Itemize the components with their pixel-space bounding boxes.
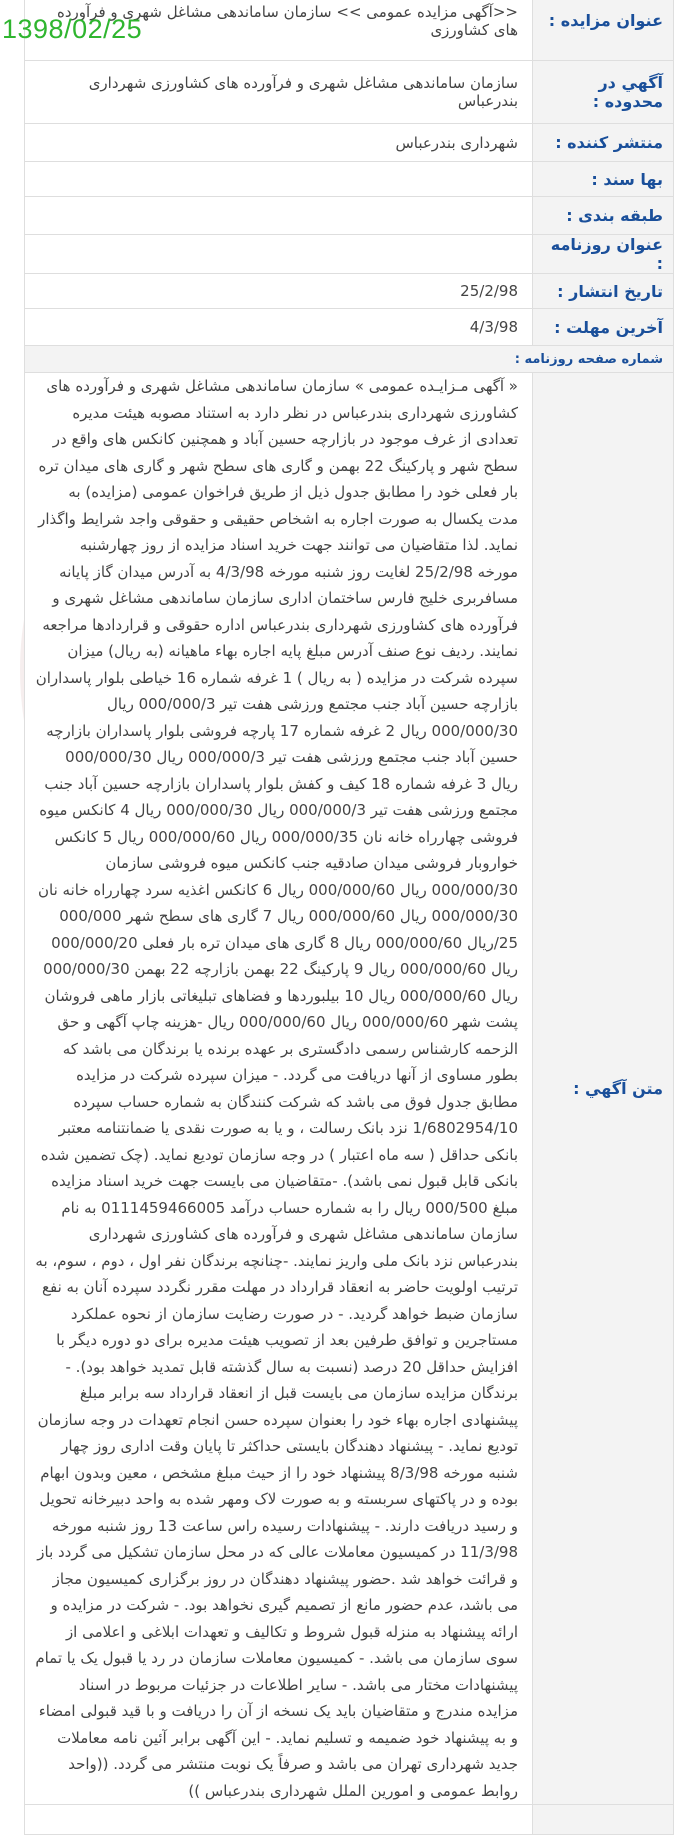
date-stamp: 1398/02/25 [2, 14, 143, 44]
row-deadline [25, 309, 674, 346]
newspaper-value [25, 235, 533, 274]
row-scope [25, 61, 674, 124]
deadline-label: آخرين مهلت : [533, 309, 674, 346]
newspaper-label: عنوان روزنامه : [533, 235, 674, 274]
row-ad-text [25, 373, 674, 1805]
auction-title-label: عنوان مزايده : [533, 0, 674, 61]
category-value [25, 197, 533, 235]
row-page-number [25, 346, 674, 373]
row-price [25, 162, 674, 197]
ad-text-label: متن آگهي : [533, 373, 674, 1805]
scope-value: سازمان ساماندهی مشاغل شهری و فرآورده های کشاورزی شهرداری بندرعباس [25, 61, 533, 124]
ad-details-table [24, 0, 674, 1835]
publish-date-label: تاريخ انتشار : [533, 274, 674, 309]
auction-title-value: <<آگهی مزایده عمومی >> سازمان ساماندهی مشاغل شهری و فرآورده های کشاورزی [25, 0, 533, 61]
footer-empty-value [25, 1805, 533, 1835]
page-number-label: شماره صفحه روزنامه : [25, 346, 674, 373]
row-category [25, 197, 674, 235]
row-newspaper [25, 235, 674, 274]
deadline-value: 4/3/98 [25, 309, 533, 346]
publish-date-value: 25/2/98 [25, 274, 533, 309]
row-publisher [25, 124, 674, 162]
category-label: طبقه بندی : [533, 197, 674, 235]
row-publish-date [25, 274, 674, 309]
price-value [25, 162, 533, 197]
ad-text-value: « آگهی مـزایـده عمومی » سازمان ساماندهی مشاغل شهری و فرآورده های کشاورزی شهرداری بندرعباس در نظر دارد به استناد مصوبه هیئت مدیره تعدادی از غرف موجود در بازارچه حسین آباد و همچنین کانکس های واقع در سطح شهر و پارکینگ 22 بهمن و گاری های سطح شهر و گاری های میدان تره بار فعلی خود را مطابق جدول ذیل از طریق فراخوان عمومی (مزایده) به مدت یکسال به صورت اجاره به اشخاص حقیقی و حقوقی واجد شرایط واگذار نماید. لذا متقاضیان می توانند جهت خرید اسناد مزایده از روز چهارشنبه مورخه 25/2/98 لغایت روز شنبه مورخه 4/3/98 به آدرس میدان گاز پایانه مسافربری خلیج فارس ساختمان اداری سازمان ساماندهی مشاغل شهری و فرآورده های کشاورزی شهرداری بندرعباس اداره حقوقی و قراردادها مراجعه نمایند. ردیف نوع صنف آدرس مبلغ پایه اجاره بهاء ماهیانه (به ریال) میزان سپرده شرکت در مزایده ( به ریال ) 1 غرفه شماره 16 خیاطی بلوار پاسداران بازارچه حسین آباد جنب مجتمع ورزشی هفت تیر 000/000/3 ریال 000/000/30 ریال 2 غرفه شماره 17 پارچه فروشی بلوار پاسداران بازارچه حسین آباد جنب مجتمع ورزشی هفت تیر 000/000/3 ریال 000/000/30 ریال 3 غرفه شماره 18 کیف و کفش بلوار پاسداران بازارچه حسین آباد جنب مجتمع ورزشی هفت تیر 000/000/3 ریال 000/000/30 ریال 4 کانکس میوه فروشی چهارراه خانه نان 000/000/35 ریال 000/000/60 ریال 5 کانکس خواروبار فروشی میدان صادقیه جنب کانکس میوه فروشی سازمان 000/000/30 ریال 000/000/60 ریال 6 کانکس اغذیه سرد چهارراه خانه نان 000/000/30 ریال 000/000/60 ریال 7 گاری های سطح شهر 000/000 25/ریال 000/000/60 ریال 8 گاری های میدان تره بار فعلی 000/000/20 ریال 000/000/60 ریال 9 پارکینگ 22 بهمن بازارچه 22 بهمن 000/000/30 ریال 000/000/60 ریال 10 بیلبوردها و فضاهای تبلیغاتی بازار ماهی فروشان پشت شهر 000/000/60 ریال 000/000/60 ریال -هزینه چاپ آگهی و حق الزحمه کارشناس رسمی دادگستری بر عهده برنده یا برندگان می باشد که بطور مساوی از آنها دریافت می گردد. - میزان سپرده شرکت در مزایده مطابق جدول فوق می باشد که شرکت کنندگان به شماره حساب سپرده 1/6802954/10 نزد بانک رسالت ، و یا به صورت نقدی یا ضمانتنامه معتبر بانکی حداقل ( سه ماه اعتبار ) در وجه سازمان تودیع نماید. (چک تضمین شده بانکی قابل قبول نمی باشد). -متقاضیان می بایست جهت خرید اسناد مزایده مبلغ 000/500 ریال را به شماره حساب درآمد 0111459466005 به نام سازمان ساماندهی مشاغل شهری و فرآورده های کشاورزی شهرداری بندرعباس نزد بانک ملی واریز نمایند. -چنانچه برندگان نفر اول ، دوم ، سوم، به ترتیب اولویت حاضر به انعقاد قرارداد در مهلت مقرر نگردد سپرده آنان به نفع سازمان ضبط خواهد گردید. - در صورت رضایت سازمان از نحوه عملکرد مستاجرین و توافق طرفین بعد از تصویب هیئت مدیره برای دو دوره دیگر با افزایش حداقل 20 درصد (نسبت به سال گذشته قابل تمدید خواهد بود). - برندگان مزایده سازمان می بایست قبل از انعقاد قرارداد سه برابر مبلغ پیشنهادی اجاره بهاء خود را بعنوان سپرده حسن انجام تعهدات در وجه سازمان تودیع نماید. - پیشنهاد دهندگان بایستی حداکثر تا پایان وقت اداری روز چهار شنبه مورخه 8/3/98 پیشنهاد خود را از حیث مبلغ مشخص ، معین وبدون ابهام بوده و در پاکتهای سربسته و به صورت لاک ومهر شده به واحد دبیرخانه تحویل و رسید دریافت دارند. - پیشنهادات رسیده راس ساعت 13 روز شنبه مورخه 11/3/98 در کمیسیون معاملات عالی که در محل سازمان تشکیل می گردد باز و قرائت خواهد شد .حضور پیشنهاد دهندگان در روز برگزاری کمیسیون مجاز می باشد، عدم حضور مانع از تصمیم گیری نخواهد بود. - شرکت در مزایده و ارائه پیشنهاد به منزله قبول شروط و تکالیف و تعهدات ابلاغی و اعلامی از سوی سازمان می باشد. - کمیسیون معاملات سازمان در رد یا قبول یک یا تمام پیشنهادات مختار می باشد. - سایر اطلاعات در جزئیات مربوط در اسناد مزایده مندرج و متقاضیان باید یک نسخه از آن را دریافت و با قید قبولی امضاء و به پیشنهاد خود ضمیمه و تسلیم نماید. - این آگهی برابر آئین نامه معاملات جدید شهرداری تهران می باشد و صرفاً یک نوبت منتشر می گردد. ((واحد روابط عمومی و امورین الملل شهرداری بندرعباس )) [25, 373, 533, 1805]
publisher-label: منتشر کننده : [533, 124, 674, 162]
publisher-value: شهرداری بندرعباس [25, 124, 533, 162]
row-footer-empty [25, 1805, 674, 1835]
price-label: بها سند : [533, 162, 674, 197]
scope-label: آگهي در محدوده : [533, 61, 674, 124]
footer-empty-label [533, 1805, 674, 1835]
